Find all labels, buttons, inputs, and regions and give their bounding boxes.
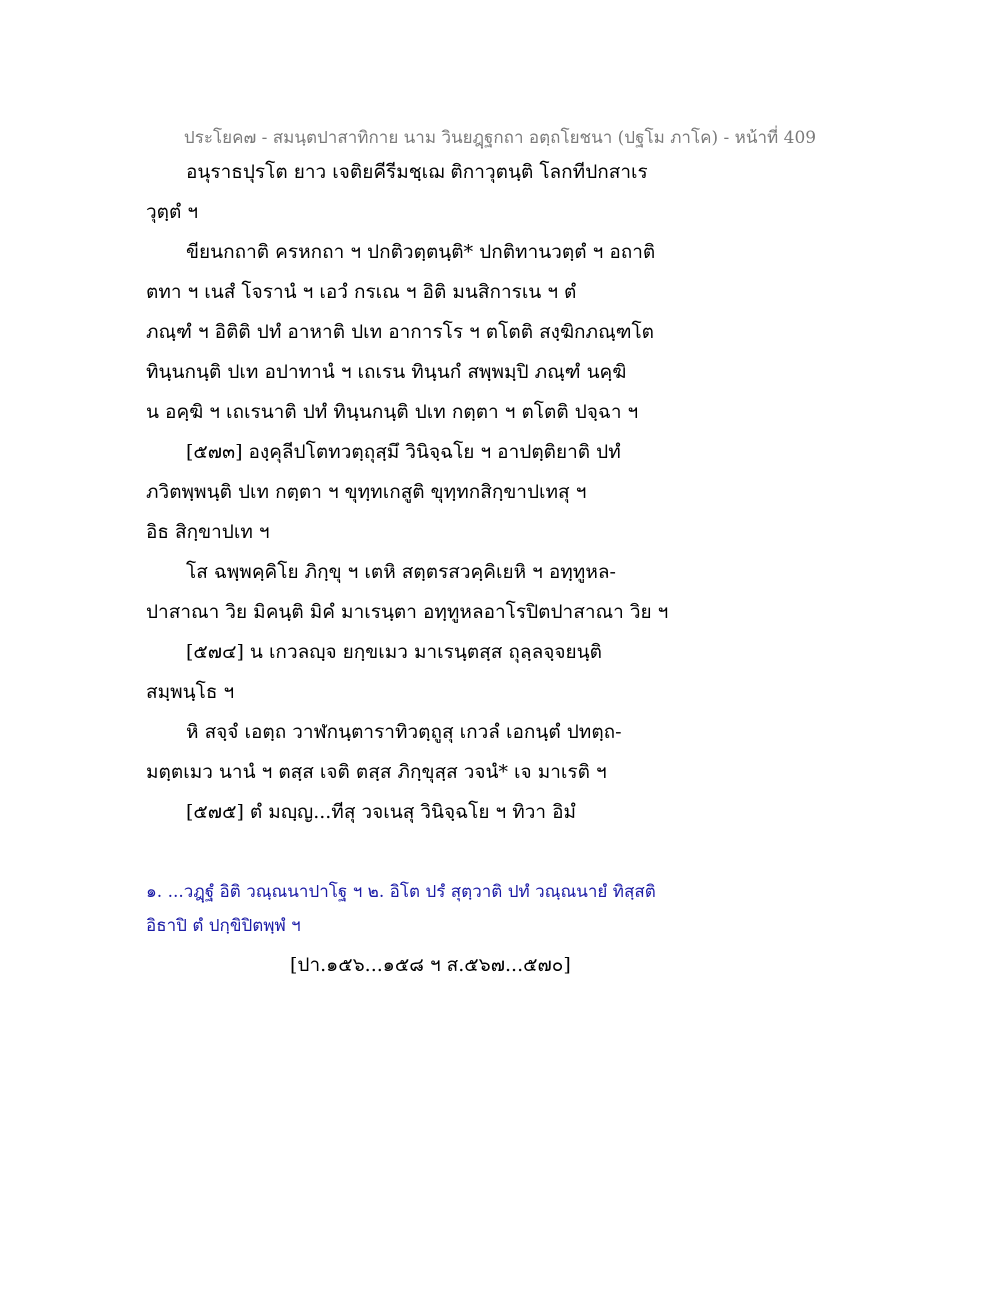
text-line: มตฺตเมว นานํ ฯ ตสฺส เจติ ตสฺส ภิกฺขุสฺส วจนํ* เจ มาเรติ ฯ (146, 761, 607, 783)
text-line: ขียนกถาติ ครหกถา ฯ ปกติวตฺตนฺติ* ปกติทานวตฺตํ ฯ อถาติ (186, 241, 656, 263)
text-line: น อคฺฆิ ฯ เถเรนาติ ปทํ ทินฺนกนฺติ ปเท กตฺตา ฯ ตโตติ ปจฺฉา ฯ (146, 401, 639, 423)
page-header: ประโยค๗ - สมนฺตปาสาทิกาย นาม วินยฎฺฐกถา อตฺถโยชนา (ปฐโม ภาโค) - หน้าที่ 409 (183, 128, 817, 148)
text-line: โส ฉพฺพคฺคิโย ภิกฺขุ ฯ เตหิ สตฺตรสวคฺคิเยหิ ฯ อทฺทูหล- (186, 561, 616, 583)
text-line: ทินฺนกนฺติ ปเท อปาทานํ ฯ เถเรน ทินฺนกํ สพฺพมฺปิ ภณฺฑํ นคฺฆิ (146, 361, 627, 383)
text-line: [๕๗๕] ตํ มญฺญ...ทีสุ วจเนสุ วินิจฺฉโย ฯ ทิวา อิมํ (186, 801, 577, 823)
text-line: ปาสาณา วิย มิคนฺติ มิคํ มาเรนฺตา อทฺทูหลอาโรปิตปาสาณา วิย ฯ (146, 601, 669, 623)
text-line: สมฺพนฺโธ ฯ (146, 681, 235, 703)
footnote-line: ๑. ...วฎฺฐํ อิติ วณฺณนาปาโฐ ฯ ๒. อิโต ปรํ สุตฺวาติ ปทํ วณฺณนายํ ทิสฺสติ (146, 882, 656, 902)
page-reference: [ปา.๑๕๖...๑๕๘ ฯ ส.๕๖๗...๕๗๐] (290, 954, 571, 976)
text-line: หิ สจฺจํ เอตฺถ วาฬกนฺตาราทิวตฺถูสุ เกวลํ เอกนฺตํ ปทตฺถ- (186, 721, 622, 743)
text-line: วุตฺตํ ฯ (146, 201, 199, 223)
text-line: อิธ สิกฺขาปเท ฯ (146, 521, 270, 543)
text-line: ภวิตพฺพนฺติ ปเท กตฺตา ฯ ขุทฺทเกสูติ ขุทฺทกสิกฺขาปเทสุ ฯ (146, 481, 587, 503)
text-line: [๕๗๔] น เกวลญฺจ ยกฺขเมว มาเรนฺตสฺส ถุลฺลจฺจยนฺติ (186, 641, 602, 663)
text-line: ตทา ฯ เนสํ โจรานํ ฯ เอวํ กรเณ ฯ อิติ มนสิการเน ฯ ตํ (146, 281, 577, 303)
text-line: [๕๗๓] องฺคุลีปโตทวตฺถุสฺมึ วินิจฺฉโย ฯ อาปตฺติยาติ ปทํ (186, 441, 621, 463)
text-line: อนุราธปุรโต ยาว เจติยคีรีมชฺเฌ ติกาวุตนฺติ โลกทีปกสาเร (186, 161, 648, 183)
text-line: ภณฺฑํ ฯ อิติติ ปทํ อาหาติ ปเท อาการโร ฯ ตโตติ สงฺฆิกภณฺฑโต (146, 321, 655, 343)
footnote-line: อิธาปิ ตํ ปกฺขิปิตพฺพํ ฯ (146, 916, 301, 936)
